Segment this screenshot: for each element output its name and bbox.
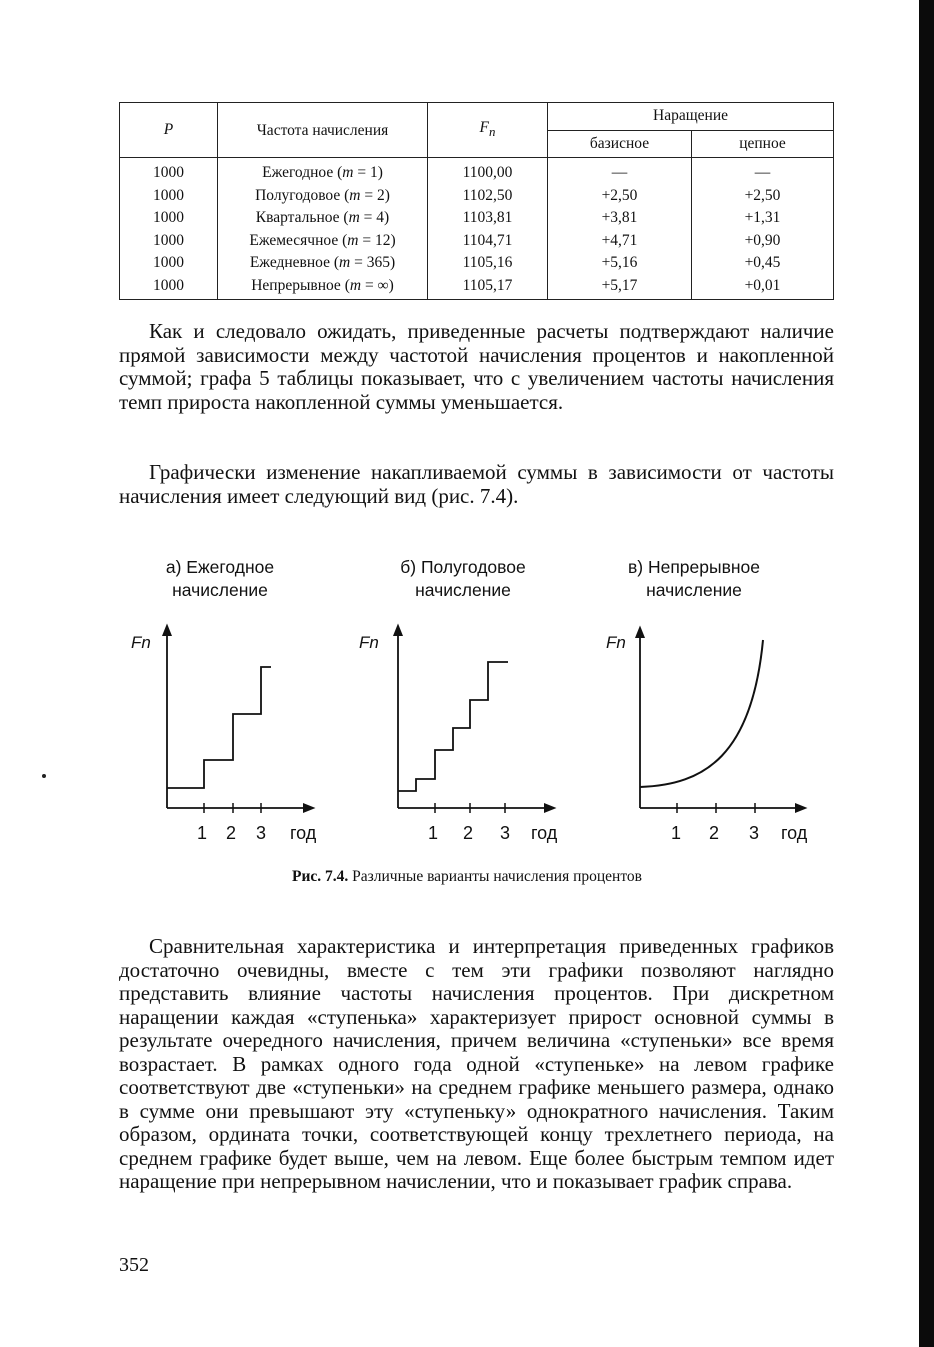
cell-fn: 1100,00 xyxy=(428,158,548,185)
panel-a-caption-line1: а) Ежегодное xyxy=(165,557,275,577)
cell-basic: +5,16 xyxy=(548,252,692,275)
panel-a-caption xyxy=(115,556,325,602)
figure-caption-text: Различные варианты начисления процентов xyxy=(352,868,642,885)
panel-c-tick-label-3: 3 xyxy=(749,823,760,843)
header-chain: цепное xyxy=(692,131,834,158)
panel-b-xunit: год xyxy=(531,823,558,843)
cell-frequency-m: m xyxy=(339,254,351,271)
cell-frequency-value: = 4) xyxy=(359,209,390,226)
cell-p: 1000 xyxy=(120,158,218,185)
paragraph-1 xyxy=(119,320,834,414)
header-fn-main: F xyxy=(479,118,489,136)
cell-fn: 1102,50 xyxy=(428,185,548,208)
accrual-table xyxy=(119,102,834,300)
table-row xyxy=(120,185,834,208)
cell-frequency-name: Ежемесячное ( xyxy=(249,231,348,249)
cell-p: 1000 xyxy=(120,252,218,275)
figure-graphs xyxy=(0,610,934,860)
paragraph-2-text: Графически изменение накапливаемой суммы в зависимости от частоты начисления имеет следующий вид (рис. 7.4). xyxy=(119,460,834,508)
cell-frequency-name: Квартальное ( xyxy=(255,209,349,226)
cell-basic: +2,50 xyxy=(548,185,692,208)
panel-c-ylabel: Fn xyxy=(606,633,626,652)
panel-c-graph xyxy=(606,628,808,843)
cell-fn: 1105,16 xyxy=(428,252,548,275)
table-row xyxy=(120,207,834,230)
cell-frequency-value: = 365) xyxy=(350,254,396,271)
header-fn xyxy=(428,103,548,158)
cell-p: 1000 xyxy=(120,185,218,208)
cell-frequency xyxy=(218,230,428,253)
cell-chain: +0,45 xyxy=(692,252,834,275)
panel-b-tick-label-3: 3 xyxy=(500,823,511,843)
panel-c-tick-label-2: 2 xyxy=(709,823,720,843)
cell-frequency-m: m xyxy=(342,164,354,181)
panel-a-graph xyxy=(131,626,317,843)
cell-fn: 1103,81 xyxy=(428,207,548,230)
cell-frequency xyxy=(218,207,428,230)
figure-caption xyxy=(0,868,934,886)
panel-c-continuous-curve xyxy=(640,640,763,787)
panel-c-tick-label-1: 1 xyxy=(671,823,682,843)
panel-b-tick-label-2: 2 xyxy=(463,823,474,843)
table-body xyxy=(120,158,834,300)
panel-b-caption-line1: б) Полугодовое xyxy=(400,557,526,577)
cell-p: 1000 xyxy=(120,275,218,300)
figure-caption-label: Рис. 7.4. xyxy=(292,868,349,885)
panel-b-graph xyxy=(359,626,558,843)
paragraph-3 xyxy=(119,935,834,1194)
cell-frequency xyxy=(218,275,428,300)
cell-fn: 1105,17 xyxy=(428,275,548,300)
panel-b-caption-line2: начисление xyxy=(415,580,511,600)
cell-basic: +5,17 xyxy=(548,275,692,300)
cell-basic: — xyxy=(548,158,692,185)
page-number: 352 xyxy=(119,1254,149,1276)
paragraph-1-text: Как и следовало ожидать, приведенные расчеты подтверждают наличие прямой зависимости между частотой начисления процентов и накопленной суммой; графа 5 таблицы показывает, что с увеличением частоты начисления темп прироста накопленной суммы уменьшается. xyxy=(119,319,834,414)
header-p: P xyxy=(120,103,218,158)
cell-frequency-name: Ежедневное ( xyxy=(249,254,340,271)
panel-a-xunit: год xyxy=(290,823,317,843)
cell-frequency-name: Ежегодное ( xyxy=(262,164,343,181)
cell-frequency-m: m xyxy=(348,209,360,226)
cell-frequency-name: Непрерывное ( xyxy=(251,276,350,294)
panel-b-caption xyxy=(358,556,568,602)
cell-frequency xyxy=(218,185,428,208)
cell-chain: +0,90 xyxy=(692,230,834,253)
cell-frequency-value: = 12) xyxy=(358,231,396,249)
paragraph-2 xyxy=(119,461,834,508)
cell-basic: +3,81 xyxy=(548,207,692,230)
table-row xyxy=(120,230,834,253)
panel-a-tick-label-2: 2 xyxy=(226,823,237,843)
header-increment: Наращение xyxy=(548,103,834,131)
header-frequency: Частота начисления xyxy=(218,103,428,158)
cell-basic: +4,71 xyxy=(548,230,692,253)
cell-frequency-m: m xyxy=(347,231,359,249)
cell-chain: +2,50 xyxy=(692,185,834,208)
cell-frequency xyxy=(218,252,428,275)
panel-a-caption-line2: начисление xyxy=(172,580,268,600)
cell-frequency-name: Полугодовое ( xyxy=(255,186,350,204)
cell-frequency-value: = 2) xyxy=(360,186,390,204)
panel-a-ylabel: Fn xyxy=(131,633,151,652)
cell-frequency-value: = ∞) xyxy=(361,276,394,294)
header-basic: базисное xyxy=(548,131,692,158)
panel-b-ylabel: Fn xyxy=(359,633,379,652)
table-row xyxy=(120,252,834,275)
table-row xyxy=(120,275,834,300)
panel-a-tick-label-3: 3 xyxy=(256,823,267,843)
cell-chain: — xyxy=(692,158,834,185)
panel-a-tick-label-1: 1 xyxy=(197,823,208,843)
cell-chain: +1,31 xyxy=(692,207,834,230)
panel-c-caption xyxy=(589,556,799,602)
panel-b-step-curve xyxy=(398,662,508,791)
panel-c-caption-line2: начисление xyxy=(646,580,742,600)
cell-chain: +0,01 xyxy=(692,275,834,300)
panel-c-xunit: год xyxy=(781,823,808,843)
cell-p: 1000 xyxy=(120,230,218,253)
header-fn-sub: n xyxy=(489,123,496,139)
panel-b-tick-label-1: 1 xyxy=(428,823,439,843)
cell-frequency-m: m xyxy=(349,276,362,294)
cell-frequency-m: m xyxy=(349,186,361,204)
cell-fn: 1104,71 xyxy=(428,230,548,253)
table-row xyxy=(120,158,834,185)
paragraph-3-text: Сравнительная характеристика и интерпретация приведенных графиков достаточно очевидны, вместе с тем эти графики позволяют наглядно представить влияние частоты начисления процентов. При дискретном наращении каждая «ступенька» характеризует прирост основной суммы в результате очередного начисления, причем величина «ступеньки» все время возрастает. В рамках одного года одной «ступеньке» на левом графике соответствуют две «ступеньки» на среднем графике меньшего размера, однако в сумме они превышают эту «ступеньку» однократного начисления. Таким образом, ордината точки, соответствующей концу трехлетнего периода, на среднем графике будет выше, чем на левом. Еще более быстрым темпом идет наращение при непрерывном начислении, что и показывает график справа. xyxy=(119,934,834,1193)
panel-c-caption-line1: в) Непрерывное xyxy=(627,557,761,577)
cell-p: 1000 xyxy=(120,207,218,230)
panel-a-step-curve xyxy=(167,667,271,788)
cell-frequency xyxy=(218,158,428,185)
cell-frequency-value: = 1) xyxy=(353,164,383,181)
